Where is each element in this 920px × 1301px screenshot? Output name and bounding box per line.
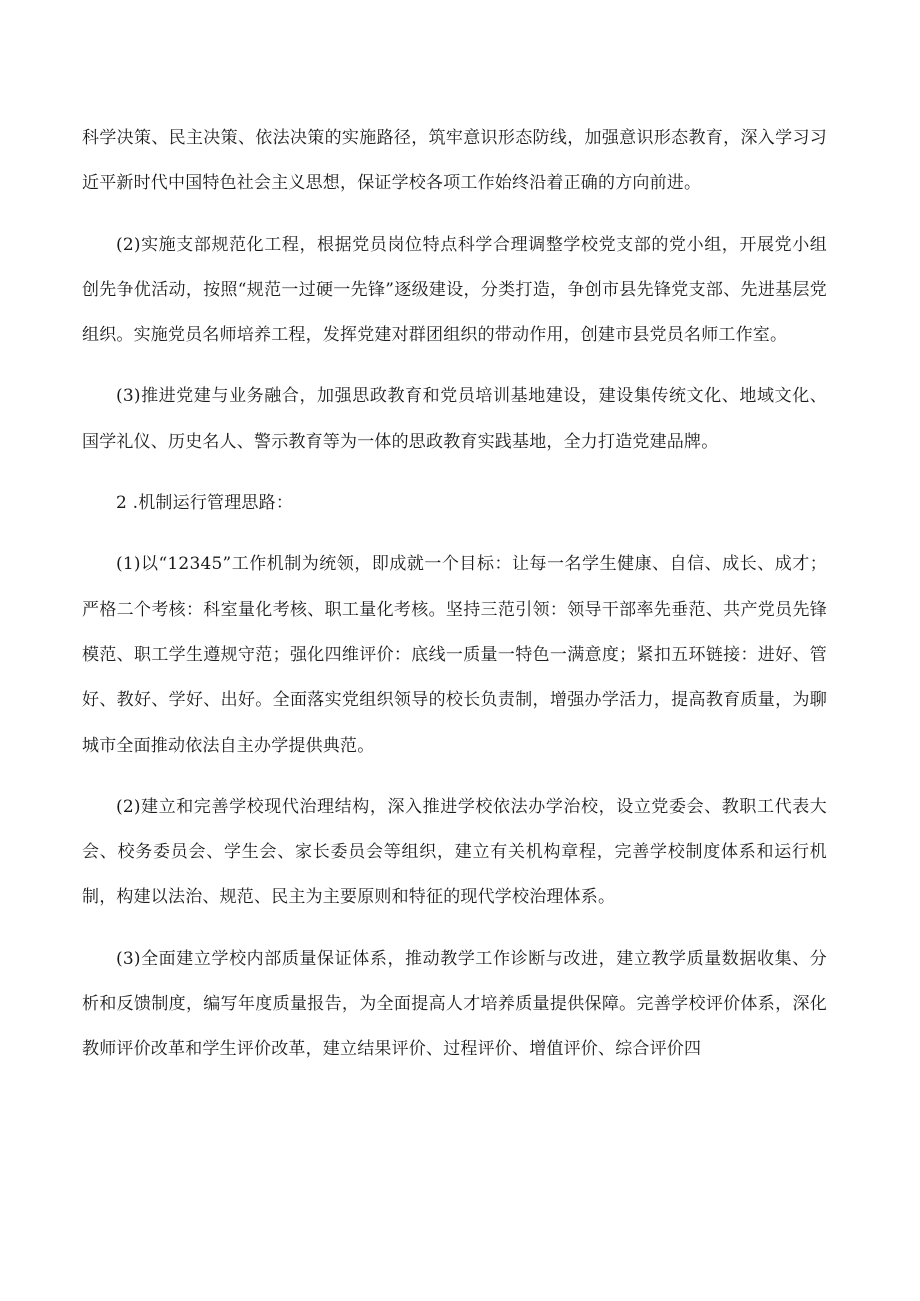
paragraph-12345-mechanism: (1)以“12345”工作机制为统领，即成就一个目标：让每一名学生健康、自信、成长、成才；严格二个考核：科室量化考核、职工量化考核。坚持三范引领：领导干部率先垂范、共产党员先锋模范、职工学生遵规守范；强化四维评价：底线一质量一特色一满意度；紧扣五环链接：进好、管好、教好、学好、出好。全面落实党组织领导的校长负责制，增强办学活力，提高教育质量，为聊城市全面推动依法自主办学提供典范。 bbox=[82, 554, 827, 756]
paragraph-branch-standardization: (2)实施支部规范化工程，根据党员岗位特点科学合理调整学校党支部的党小组，开展党小组创先争优活动，按照“规范一过硬一先锋”逐级建设，分类打造，争创市县先锋党支部、先进基层党组织。实施党员名师培养工程，发挥党建对群团组织的带动作用，创建市县党员名师工作室。 bbox=[82, 234, 827, 346]
paragraph-decision-path: 科学决策、民主决策、依法决策的实施路径，筑牢意识形态防线，加强意识形态教育，深入学习习近平新时代中国特色社会主义思想，保证学校各项工作始终沿着正确的方向前进。 bbox=[82, 128, 827, 194]
paragraph-governance-structure: (2)建立和完善学校现代治理结构，深入推进学校依法办学治校，设立党委会、教职工代表大会、校务委员会、学生会、家长委员会等组织，建立有关机构章程，完善学校制度体系和运行机制，构建以法治、规范、民主为主要原则和特征的现代学校治理体系。 bbox=[82, 796, 827, 908]
document-body bbox=[82, 116, 827, 1089]
paragraph-quality-assurance: (3)全面建立学校内部质量保证体系，推动教学工作诊断与改进，建立教学质量数据收集、分析和反馈制度，编写年度质量报告，为全面提高人才培养质量提供保障。完善学校评价体系，深化教师评价改革和学生评价改革，建立结果评价、过程评价、增值评价、综合评价四 bbox=[82, 948, 827, 1060]
section-heading-mechanism: 2 .机制运行管理思路： bbox=[116, 493, 294, 514]
paragraph-party-business-integration: (3)推进党建与业务融合，加强思政教育和党员培训基地建设，建设集传统文化、地域文化、国学礼仪、历史名人、警示教育等为一体的思政教育实践基地，全力打造党建品牌。 bbox=[82, 386, 827, 452]
